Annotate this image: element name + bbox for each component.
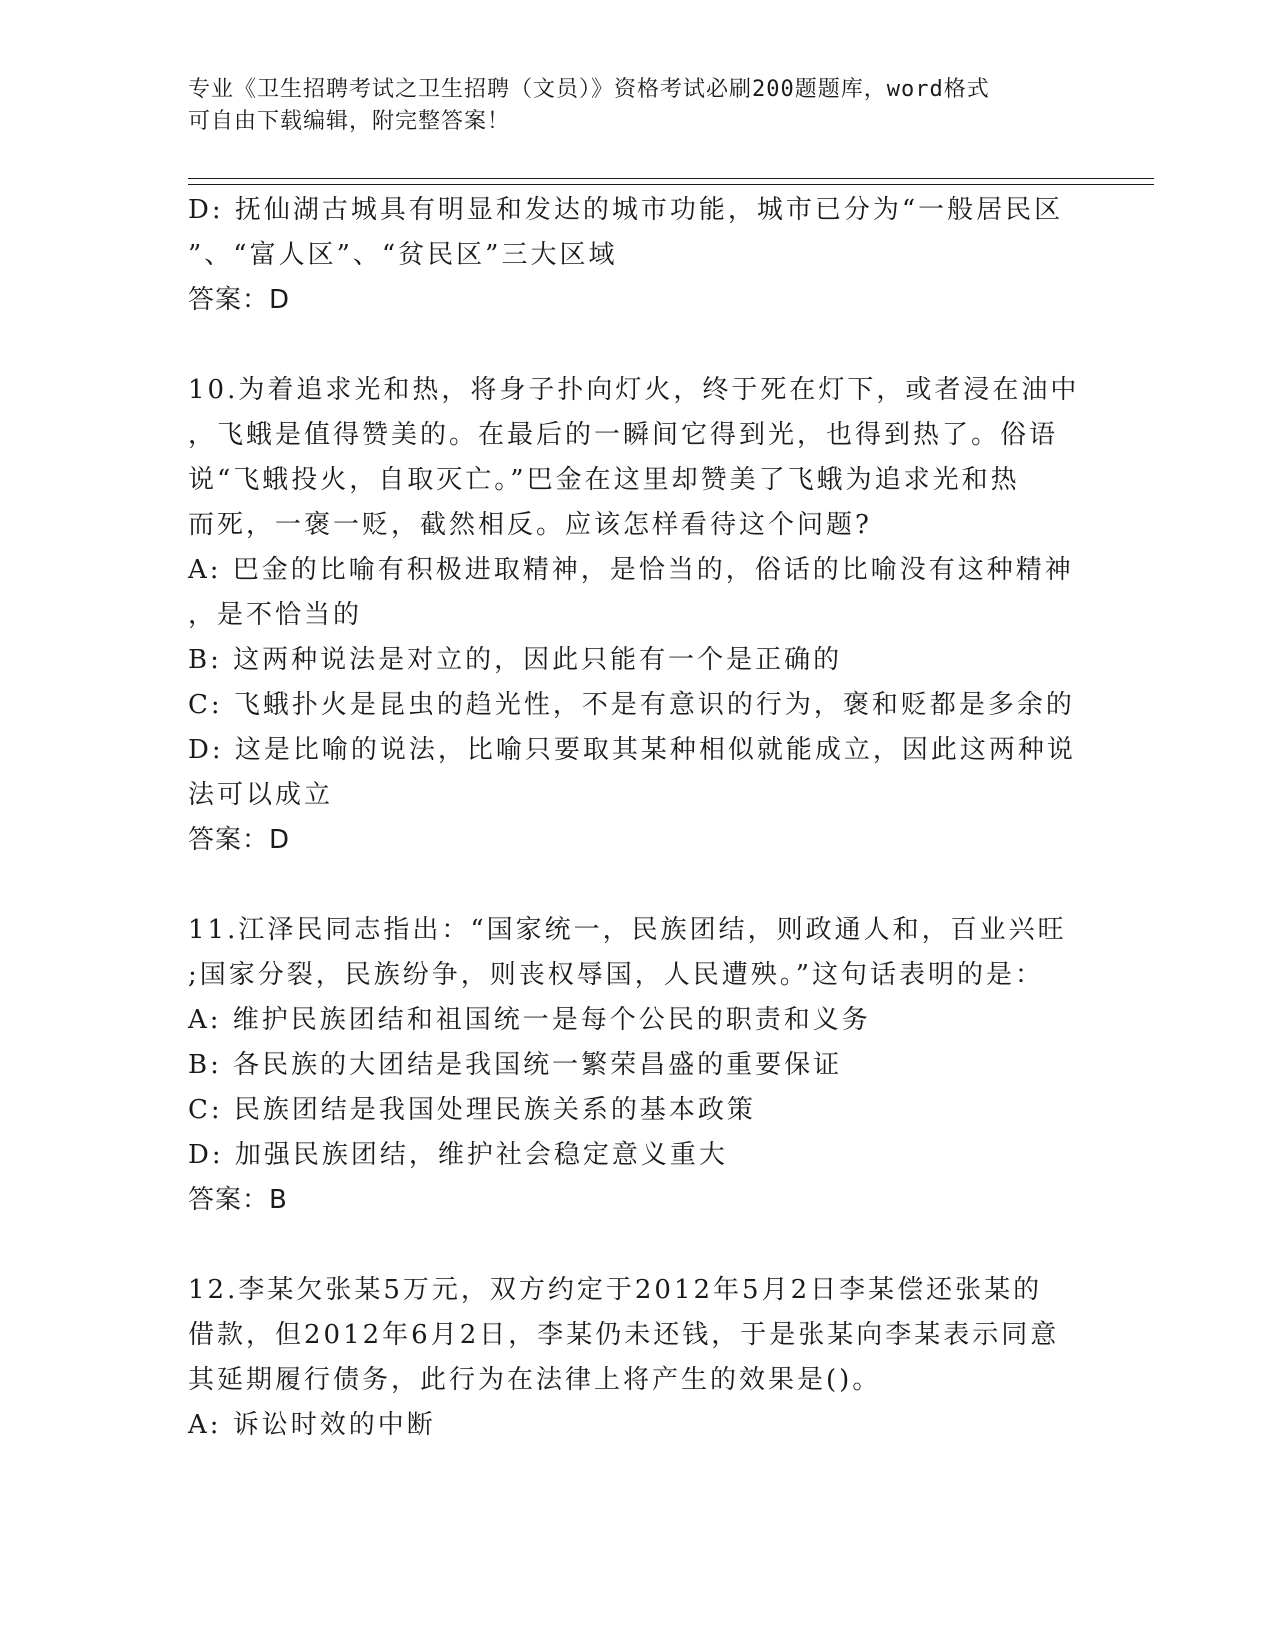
header-divider-top — [188, 178, 1154, 179]
q10-option-d-line-1: D: 这是比喻的说法，比喻只要取其某种相似就能成立，因此这两种说 — [188, 735, 1076, 765]
question-12-block — [188, 1268, 1078, 1448]
document-body — [188, 188, 1078, 1448]
q10-option-a-line-1: A: 巴金的比喻有积极进取精神，是恰当的，俗话的比喻没有这种精神 — [188, 555, 1074, 585]
header-line-2: 可自由下载编辑，附完整答案！ — [188, 109, 511, 134]
spacer — [188, 323, 1078, 368]
q9-answer: 答案：D — [188, 285, 291, 315]
header-line-1: 专业《卫生招聘考试之卫生招聘（文员）》资格考试必刷200题题库，word格式 — [188, 77, 990, 102]
q11-stem-line-2: ;国家分裂，民族纷争，则丧权辱国，人民遭殃。”这句话表明的是： — [188, 960, 1045, 990]
question-11-block — [188, 908, 1078, 1223]
q9-option-d-line-2: ”、“富人区”、“贫民区”三大区域 — [188, 240, 618, 270]
q10-stem-line-3: 说“飞蛾投火，自取灭亡。”巴金在这里却赞美了飞蛾为追求光和热 — [188, 465, 1020, 495]
question-10-block — [188, 368, 1078, 863]
question-9-block — [188, 188, 1078, 323]
q10-option-c: C: 飞蛾扑火是昆虫的趋光性，不是有意识的行为，褒和贬都是多余的 — [188, 690, 1075, 720]
q12-stem-line-3: 其延期履行债务，此行为在法律上将产生的效果是()。 — [188, 1365, 882, 1395]
q11-stem-line-1: 11.江泽民同志指出：“国家统一，民族团结，则政通人和，百业兴旺 — [188, 915, 1067, 945]
q10-option-a-line-2: ，是不恰当的 — [188, 600, 363, 630]
q12-stem-line-2: 借款，但2012年6月2日，李某仍未还钱，于是张某向李某表示同意 — [188, 1320, 1060, 1350]
q10-answer: 答案：D — [188, 825, 291, 855]
q12-option-a: A: 诉讼时效的中断 — [188, 1410, 436, 1440]
spacer — [188, 863, 1078, 908]
q10-stem-line-2: ，飞蛾是值得赞美的。在最后的一瞬间它得到光，也得到热了。俗语 — [188, 420, 1059, 450]
q10-option-d-line-2: 法可以成立 — [188, 780, 334, 810]
document-header — [188, 74, 1078, 138]
q11-option-d: D: 加强民族团结，维护社会稳定意义重大 — [188, 1140, 728, 1170]
q11-option-c: C: 民族团结是我国处理民族关系的基本政策 — [188, 1095, 756, 1125]
q9-option-d-line-1: D: 抚仙湖古城具有明显和发达的城市功能，城市已分为“一般居民区 — [188, 195, 1064, 225]
q10-stem-line-1: 10.为着追求光和热，将身子扑向灯火，终于死在灯下，或者浸在油中 — [188, 375, 1080, 405]
q12-stem-line-1: 12.李某欠张某5万元，双方约定于2012年5月2日李某偿还张某的 — [188, 1275, 1043, 1305]
q10-stem-line-4: 而死，一褒一贬，截然相反。应该怎样看待这个问题? — [188, 510, 872, 540]
q11-answer: 答案：B — [188, 1185, 288, 1215]
header-divider-bottom — [188, 184, 1154, 185]
q11-option-a: A: 维护民族团结和祖国统一是每个公民的职责和义务 — [188, 1005, 871, 1035]
spacer — [188, 1223, 1078, 1268]
q11-option-b: B: 各民族的大团结是我国统一繁荣昌盛的重要保证 — [188, 1050, 843, 1080]
q10-option-b: B: 这两种说法是对立的，因此只能有一个是正确的 — [188, 645, 843, 675]
